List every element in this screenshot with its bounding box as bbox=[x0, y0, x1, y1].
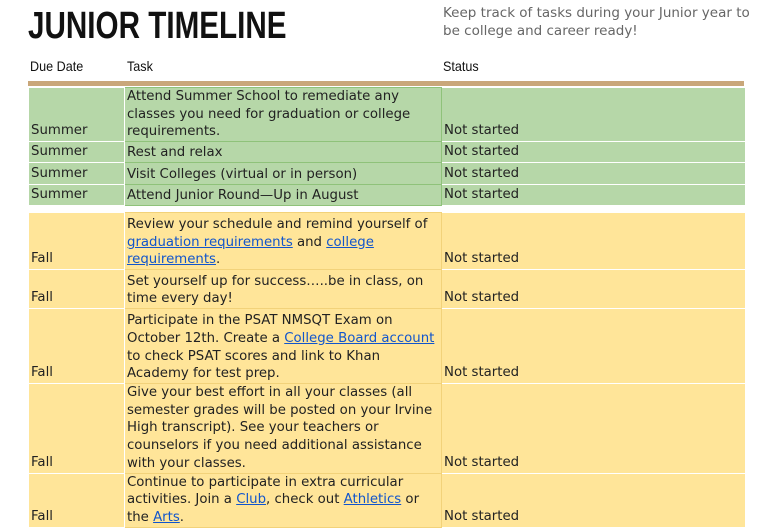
college-requirements-link[interactable]: college requirements bbox=[127, 234, 374, 268]
table-row bbox=[29, 384, 746, 474]
task-text: Review your schedule and remind yourself of bbox=[127, 216, 428, 232]
task-cell: Attend Summer School to remediate any classes you need for graduation or college requirements. bbox=[125, 88, 442, 142]
due-date-cell: Fall bbox=[29, 309, 125, 384]
task-cell: Attend Junior Round—Up in August bbox=[125, 185, 442, 206]
due-date-cell: Summer bbox=[29, 163, 125, 185]
table-row bbox=[29, 309, 746, 384]
due-date-cell: Fall bbox=[29, 473, 125, 527]
due-date-cell: Fall bbox=[29, 270, 125, 309]
task-text: to check PSAT scores and link to Khan Academy for test prep. bbox=[127, 348, 381, 382]
table-row bbox=[29, 163, 746, 185]
status-cell[interactable]: Not started bbox=[442, 142, 746, 163]
college-board-account-link[interactable]: College Board account bbox=[284, 330, 435, 346]
due-date-cell: Fall bbox=[29, 213, 125, 270]
page-title: JUNIOR TIMELINE bbox=[28, 5, 287, 47]
header-divider bbox=[28, 81, 744, 86]
task-cell: Set yourself up for success…..be in class, on time every day! bbox=[125, 270, 442, 309]
task-text: . bbox=[179, 509, 185, 525]
due-date-cell: Summer bbox=[29, 142, 125, 163]
status-cell[interactable]: Not started bbox=[442, 88, 746, 142]
task-text: Continue to participate in extra curricular activities. Join a bbox=[127, 474, 404, 508]
athletics-link[interactable]: Athletics bbox=[343, 492, 402, 508]
task-text: or the bbox=[127, 492, 420, 525]
table-row bbox=[29, 213, 746, 270]
task-cell: Give your best effort in all your classes (all semester grades will be posted on your Irvine High transcript). See your teachers or counselors if you need additional assistance with your classes. bbox=[125, 384, 442, 474]
arts-link[interactable]: Arts bbox=[153, 509, 180, 525]
due-date-cell: Summer bbox=[29, 185, 125, 206]
task-cell bbox=[125, 309, 442, 384]
fall-table bbox=[28, 212, 746, 528]
column-header-due-date: Due Date bbox=[30, 58, 84, 74]
table-row bbox=[29, 88, 746, 142]
table-row bbox=[29, 185, 746, 206]
due-date-cell: Fall bbox=[29, 384, 125, 474]
status-cell[interactable]: Not started bbox=[442, 163, 746, 185]
due-date-cell: Summer bbox=[29, 88, 125, 142]
status-cell[interactable]: Not started bbox=[442, 213, 746, 270]
graduation-requirements-link[interactable]: graduation requirements bbox=[127, 234, 293, 250]
task-cell bbox=[125, 213, 442, 270]
task-cell: Visit Colleges (virtual or in person) bbox=[125, 163, 442, 185]
task-text: , check out bbox=[266, 492, 344, 508]
status-cell[interactable]: Not started bbox=[442, 473, 746, 527]
table-row bbox=[29, 270, 746, 309]
task-cell bbox=[125, 473, 442, 527]
task-text: Participate in the PSAT NMSQT Exam on October 12th. Create a bbox=[127, 313, 393, 346]
column-header-status: Status bbox=[443, 58, 479, 74]
table-row bbox=[29, 473, 746, 527]
summer-table bbox=[28, 87, 746, 206]
task-text: . bbox=[215, 252, 221, 268]
status-cell[interactable]: Not started bbox=[442, 384, 746, 474]
page-subtitle: Keep track of tasks during your Junior year to be college and career ready! bbox=[443, 5, 750, 39]
column-header-task: Task bbox=[127, 58, 153, 74]
status-cell[interactable]: Not started bbox=[442, 309, 746, 384]
status-cell[interactable]: Not started bbox=[442, 185, 746, 206]
status-cell[interactable]: Not started bbox=[442, 270, 746, 309]
club-link[interactable]: Club bbox=[236, 492, 267, 508]
table-row bbox=[29, 142, 746, 163]
task-cell: Rest and relax bbox=[125, 142, 442, 163]
task-text: and bbox=[292, 234, 327, 250]
